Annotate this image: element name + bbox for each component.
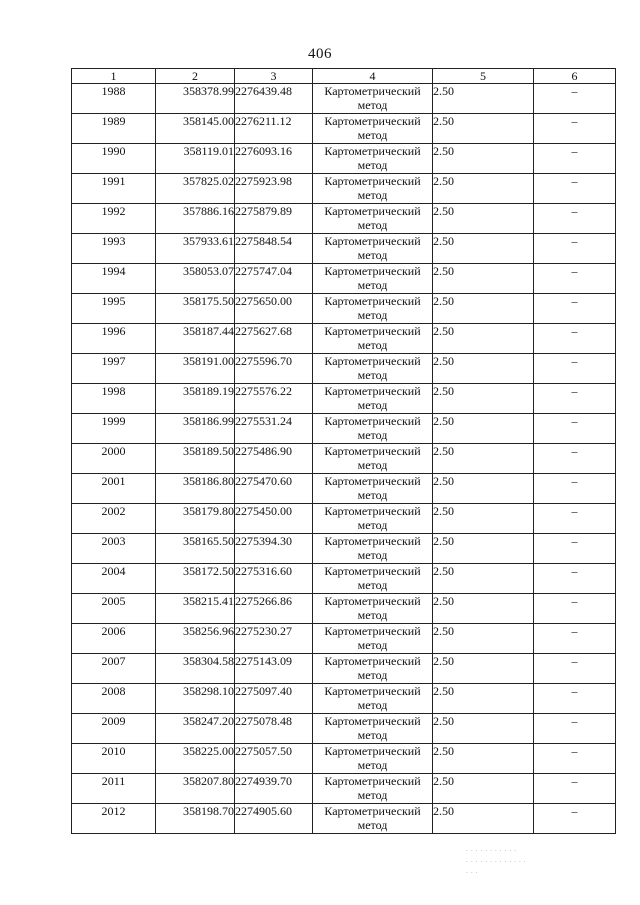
accuracy-cell: 2.50	[433, 414, 534, 444]
y-coordinate-cell: 2275450.00	[235, 504, 313, 534]
note-cell: –	[534, 714, 616, 744]
method-line-1: Картометрический	[324, 774, 421, 788]
method-line-2: метод	[357, 458, 388, 472]
method-cell	[313, 444, 433, 474]
method-line-1: Картометрический	[324, 804, 421, 818]
method-line-2: метод	[357, 668, 388, 682]
table-row	[72, 174, 616, 204]
method-cell	[313, 234, 433, 264]
table-row	[72, 414, 616, 444]
table-row	[72, 234, 616, 264]
accuracy-cell: 2.50	[433, 84, 534, 114]
column-header-1: 1	[72, 69, 156, 84]
point-number-cell: 1994	[72, 264, 156, 294]
method-cell	[313, 774, 433, 804]
note-cell: –	[534, 84, 616, 114]
x-coordinate-cell: 358175.50	[156, 294, 235, 324]
table-body	[72, 84, 616, 834]
table-row	[72, 534, 616, 564]
method-line-1: Картометрический	[324, 384, 421, 398]
method-cell	[313, 504, 433, 534]
note-cell: –	[534, 474, 616, 504]
point-number-cell: 2010	[72, 744, 156, 774]
x-coordinate-cell: 358207.80	[156, 774, 235, 804]
accuracy-cell: 2.50	[433, 594, 534, 624]
x-coordinate-cell: 358187.44	[156, 324, 235, 354]
column-header-5: 5	[433, 69, 534, 84]
method-cell	[313, 144, 433, 174]
y-coordinate-cell: 2275143.09	[235, 654, 313, 684]
point-number-cell: 2011	[72, 774, 156, 804]
method-cell	[313, 534, 433, 564]
point-number-cell: 1988	[72, 84, 156, 114]
method-line-2: метод	[357, 608, 388, 622]
method-line-1: Картометрический	[324, 744, 421, 758]
method-line-2: метод	[357, 398, 388, 412]
y-coordinate-cell: 2275848.54	[235, 234, 313, 264]
note-cell: –	[534, 204, 616, 234]
table-row	[72, 354, 616, 384]
method-cell	[313, 474, 433, 504]
x-coordinate-cell: 358119.01	[156, 144, 235, 174]
point-number-cell: 1995	[72, 294, 156, 324]
note-cell: –	[534, 504, 616, 534]
accuracy-cell: 2.50	[433, 114, 534, 144]
y-coordinate-cell: 2275879.89	[235, 204, 313, 234]
accuracy-cell: 2.50	[433, 174, 534, 204]
method-line-2: метод	[357, 548, 388, 562]
table-header	[72, 69, 616, 84]
method-line-2: метод	[357, 158, 388, 172]
table-row	[72, 504, 616, 534]
accuracy-cell: 2.50	[433, 774, 534, 804]
method-cell	[313, 684, 433, 714]
table-row	[72, 144, 616, 174]
accuracy-cell: 2.50	[433, 504, 534, 534]
method-line-2: метод	[357, 98, 388, 112]
point-number-cell: 1996	[72, 324, 156, 354]
y-coordinate-cell: 2275576.22	[235, 384, 313, 414]
method-line-2: метод	[357, 338, 388, 352]
method-line-1: Картометрический	[324, 564, 421, 578]
method-cell	[313, 714, 433, 744]
y-coordinate-cell: 2275230.27	[235, 624, 313, 654]
accuracy-cell: 2.50	[433, 714, 534, 744]
column-header-4: 4	[313, 69, 433, 84]
table-row	[72, 294, 616, 324]
point-number-cell: 2007	[72, 654, 156, 684]
x-coordinate-cell: 358189.19	[156, 384, 235, 414]
x-coordinate-cell: 358186.80	[156, 474, 235, 504]
method-cell	[313, 204, 433, 234]
faint-stamp-line-2: · · · · · · · · · · · · ·	[466, 859, 527, 866]
method-cell	[313, 354, 433, 384]
point-number-cell: 2003	[72, 534, 156, 564]
point-number-cell: 2001	[72, 474, 156, 504]
note-cell: –	[534, 564, 616, 594]
method-line-1: Картометрический	[324, 504, 421, 518]
y-coordinate-cell: 2275486.90	[235, 444, 313, 474]
y-coordinate-cell: 2275747.04	[235, 264, 313, 294]
point-number-cell: 1999	[72, 414, 156, 444]
method-line-1: Картометрический	[324, 144, 421, 158]
note-cell: –	[534, 624, 616, 654]
x-coordinate-cell: 357933.61	[156, 234, 235, 264]
y-coordinate-cell: 2275596.70	[235, 354, 313, 384]
column-header-2: 2	[156, 69, 235, 84]
method-line-1: Картометрический	[324, 84, 421, 98]
y-coordinate-cell: 2275394.30	[235, 534, 313, 564]
table-row	[72, 564, 616, 594]
accuracy-cell: 2.50	[433, 234, 534, 264]
faint-stamp-line-1: · · · · · · · · · · ·	[466, 848, 517, 855]
table-row	[72, 384, 616, 414]
method-line-2: метод	[357, 578, 388, 592]
point-number-cell: 2006	[72, 624, 156, 654]
note-cell: –	[534, 414, 616, 444]
point-number-cell: 1998	[72, 384, 156, 414]
method-line-1: Картометрический	[324, 174, 421, 188]
table-row	[72, 654, 616, 684]
accuracy-cell: 2.50	[433, 324, 534, 354]
method-line-1: Картометрический	[324, 414, 421, 428]
accuracy-cell: 2.50	[433, 564, 534, 594]
accuracy-cell: 2.50	[433, 204, 534, 234]
page-number: 406	[308, 46, 332, 62]
method-line-2: метод	[357, 218, 388, 232]
method-line-2: метод	[357, 188, 388, 202]
method-line-2: метод	[357, 638, 388, 652]
point-number-cell: 2009	[72, 714, 156, 744]
table-row	[72, 594, 616, 624]
method-line-1: Картометрический	[324, 444, 421, 458]
x-coordinate-cell: 358247.20	[156, 714, 235, 744]
point-number-cell: 2000	[72, 444, 156, 474]
method-line-1: Картометрический	[324, 324, 421, 338]
note-cell: –	[534, 804, 616, 834]
method-line-1: Картометрический	[324, 534, 421, 548]
method-cell	[313, 564, 433, 594]
accuracy-cell: 2.50	[433, 294, 534, 324]
table-row	[72, 714, 616, 744]
accuracy-cell: 2.50	[433, 684, 534, 714]
method-cell	[313, 594, 433, 624]
point-number-cell: 2005	[72, 594, 156, 624]
header-row	[72, 69, 616, 84]
x-coordinate-cell: 358225.00	[156, 744, 235, 774]
y-coordinate-cell: 2275627.68	[235, 324, 313, 354]
method-cell	[313, 324, 433, 354]
x-coordinate-cell: 358053.07	[156, 264, 235, 294]
accuracy-cell: 2.50	[433, 624, 534, 654]
x-coordinate-cell: 358191.00	[156, 354, 235, 384]
table-row	[72, 624, 616, 654]
method-line-1: Картометрический	[324, 234, 421, 248]
x-coordinate-cell: 358378.99	[156, 84, 235, 114]
method-line-2: метод	[357, 488, 388, 502]
y-coordinate-cell: 2275078.48	[235, 714, 313, 744]
x-coordinate-cell: 358179.80	[156, 504, 235, 534]
y-coordinate-cell: 2276439.48	[235, 84, 313, 114]
method-line-1: Картометрический	[324, 654, 421, 668]
column-header-3: 3	[235, 69, 313, 84]
method-line-2: метод	[357, 308, 388, 322]
x-coordinate-cell: 357825.02	[156, 174, 235, 204]
method-cell	[313, 414, 433, 444]
method-line-1: Картометрический	[324, 354, 421, 368]
x-coordinate-cell: 358186.99	[156, 414, 235, 444]
accuracy-cell: 2.50	[433, 804, 534, 834]
y-coordinate-cell: 2275266.86	[235, 594, 313, 624]
point-number-cell: 1992	[72, 204, 156, 234]
x-coordinate-cell: 358172.50	[156, 564, 235, 594]
table-row	[72, 444, 616, 474]
y-coordinate-cell: 2276093.16	[235, 144, 313, 174]
note-cell: –	[534, 294, 616, 324]
column-header-6: 6	[534, 69, 616, 84]
note-cell: –	[534, 684, 616, 714]
x-coordinate-cell: 358298.10	[156, 684, 235, 714]
table-row	[72, 204, 616, 234]
method-line-1: Картометрический	[324, 714, 421, 728]
x-coordinate-cell: 358198.70	[156, 804, 235, 834]
note-cell: –	[534, 114, 616, 144]
table-row	[72, 474, 616, 504]
method-line-1: Картометрический	[324, 294, 421, 308]
method-line-2: метод	[357, 128, 388, 142]
method-line-1: Картометрический	[324, 114, 421, 128]
table-row	[72, 804, 616, 834]
point-number-cell: 2012	[72, 804, 156, 834]
method-line-1: Картометрический	[324, 204, 421, 218]
accuracy-cell: 2.50	[433, 384, 534, 414]
accuracy-cell: 2.50	[433, 534, 534, 564]
note-cell: –	[534, 384, 616, 414]
note-cell: –	[534, 444, 616, 474]
x-coordinate-cell: 358304.58	[156, 654, 235, 684]
method-line-1: Картометрический	[324, 624, 421, 638]
accuracy-cell: 2.50	[433, 144, 534, 174]
accuracy-cell: 2.50	[433, 744, 534, 774]
method-line-1: Картометрический	[324, 474, 421, 488]
y-coordinate-cell: 2275650.00	[235, 294, 313, 324]
method-cell	[313, 294, 433, 324]
note-cell: –	[534, 324, 616, 354]
y-coordinate-cell: 2275097.40	[235, 684, 313, 714]
point-number-cell: 1993	[72, 234, 156, 264]
method-line-2: метод	[357, 518, 388, 532]
y-coordinate-cell: 2275316.60	[235, 564, 313, 594]
coordinates-table	[71, 68, 616, 834]
y-coordinate-cell: 2274939.70	[235, 774, 313, 804]
x-coordinate-cell: 358145.00	[156, 114, 235, 144]
note-cell: –	[534, 144, 616, 174]
method-cell	[313, 114, 433, 144]
x-coordinate-cell: 357886.16	[156, 204, 235, 234]
method-line-2: метод	[357, 698, 388, 712]
table-row	[72, 324, 616, 354]
method-line-2: метод	[357, 818, 388, 832]
accuracy-cell: 2.50	[433, 444, 534, 474]
y-coordinate-cell: 2275531.24	[235, 414, 313, 444]
y-coordinate-cell: 2275057.50	[235, 744, 313, 774]
faint-stamp-line-3: · · ·	[466, 870, 479, 877]
method-line-2: метод	[357, 368, 388, 382]
accuracy-cell: 2.50	[433, 264, 534, 294]
method-line-2: метод	[357, 248, 388, 262]
point-number-cell: 1990	[72, 144, 156, 174]
method-cell	[313, 384, 433, 414]
point-number-cell: 2004	[72, 564, 156, 594]
method-line-2: метод	[357, 278, 388, 292]
accuracy-cell: 2.50	[433, 354, 534, 384]
method-cell	[313, 264, 433, 294]
note-cell: –	[534, 774, 616, 804]
table-row	[72, 774, 616, 804]
note-cell: –	[534, 174, 616, 204]
point-number-cell: 2002	[72, 504, 156, 534]
table-row	[72, 114, 616, 144]
table-row	[72, 84, 616, 114]
point-number-cell: 1991	[72, 174, 156, 204]
x-coordinate-cell: 358165.50	[156, 534, 235, 564]
method-line-1: Картометрический	[324, 594, 421, 608]
method-cell	[313, 84, 433, 114]
method-cell	[313, 174, 433, 204]
y-coordinate-cell: 2275470.60	[235, 474, 313, 504]
point-number-cell: 1997	[72, 354, 156, 384]
x-coordinate-cell: 358215.41	[156, 594, 235, 624]
method-line-1: Картометрический	[324, 264, 421, 278]
note-cell: –	[534, 234, 616, 264]
y-coordinate-cell: 2275923.98	[235, 174, 313, 204]
method-cell	[313, 624, 433, 654]
note-cell: –	[534, 534, 616, 564]
note-cell: –	[534, 744, 616, 774]
table-row	[72, 744, 616, 774]
method-cell	[313, 654, 433, 684]
table-row	[72, 264, 616, 294]
note-cell: –	[534, 654, 616, 684]
point-number-cell: 1989	[72, 114, 156, 144]
note-cell: –	[534, 264, 616, 294]
point-number-cell: 2008	[72, 684, 156, 714]
note-cell: –	[534, 354, 616, 384]
method-line-2: метод	[357, 428, 388, 442]
method-cell	[313, 744, 433, 774]
table-row	[72, 684, 616, 714]
accuracy-cell: 2.50	[433, 654, 534, 684]
note-cell: –	[534, 594, 616, 624]
y-coordinate-cell: 2274905.60	[235, 804, 313, 834]
method-line-1: Картометрический	[324, 684, 421, 698]
method-cell	[313, 804, 433, 834]
accuracy-cell: 2.50	[433, 474, 534, 504]
y-coordinate-cell: 2276211.12	[235, 114, 313, 144]
method-line-2: метод	[357, 728, 388, 742]
method-line-2: метод	[357, 758, 388, 772]
x-coordinate-cell: 358256.96	[156, 624, 235, 654]
method-line-2: метод	[357, 788, 388, 802]
x-coordinate-cell: 358189.50	[156, 444, 235, 474]
